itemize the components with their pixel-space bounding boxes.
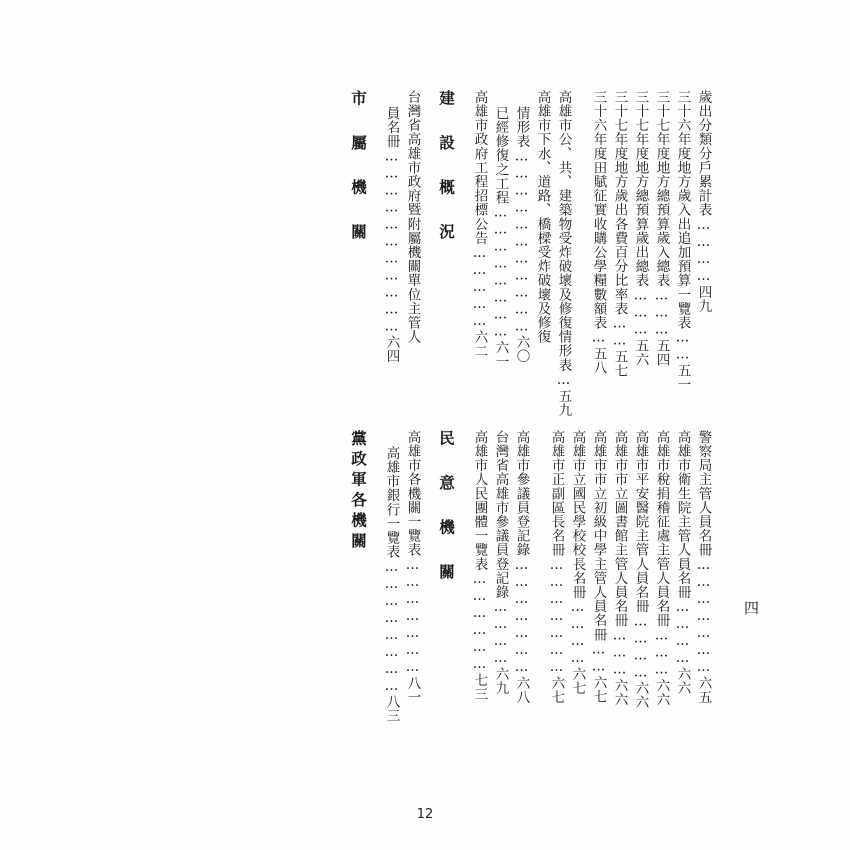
toc-entry[interactable]: 高雄市公、共、建築物受炸破壞及修復情形表…五九 [555,90,572,417]
toc-entry[interactable]: 高雄市立國民學校校長名冊…………六七 [569,430,586,696]
section-heading-party-gov-army: 黨政軍各機關 [349,430,368,553]
toc-entry[interactable]: 高雄市市立圖書館主管人員名冊………六六 [611,430,628,707]
toc-entry[interactable]: 警察局主管人員名冊…………………六五 [695,430,712,704]
toc-entry[interactable]: 高雄市人民團體一覽表………………七三 [471,430,488,701]
section-heading-public-opinion: 民 意 機 關 [437,430,456,584]
toc-entry[interactable]: 台灣省高雄市政府暨附屬機關單位主管人 [404,90,421,344]
toc-entry[interactable]: 員名冊……………………………六四 [383,106,400,364]
page-folio-number: 12 [416,807,434,822]
toc-entry[interactable]: 高雄市政府工程招標公告……………六二 [471,90,488,359]
toc-entry[interactable]: 三十六年度地方歲入出追加預算一覽表……五一 [674,90,691,392]
toc-entry[interactable]: 台灣省高雄市參議員登記錄…………六九 [492,430,509,696]
toc-section-construction [433,90,570,417]
section-heading-construction: 建 設 概 況 [437,90,456,244]
section-heading-city-agencies: 市 屬 機 關 [349,90,368,244]
toc-entry[interactable]: 高雄市正副區長名冊…………………六七 [548,430,565,704]
toc-section-public-opinion [433,430,528,704]
toc-entry[interactable]: 高雄市市立初級中學主管人員名冊……六七 [590,430,607,704]
toc-entry[interactable]: 高雄市各機關一覽表…………………八一 [404,430,421,704]
toc-entry[interactable]: 已經修復之工程……………………六一 [492,106,509,369]
toc-entry[interactable]: 高雄市稅捐稽征處主管人員名冊………六六 [653,430,670,707]
toc-entry[interactable]: 情形表……………………………六〇 [513,106,530,364]
toc-group-institutions [542,430,710,709]
toc-entry[interactable]: 高雄市平安醫院主管人員名冊…………六六 [632,430,649,710]
toc-entry[interactable]: 三十六年度田賦征實收購公學糧數額表…五八 [590,90,607,375]
toc-entry[interactable]: 三十七年度地方歲出各費百分比率表……五七 [611,90,628,378]
toc-section-party-gov-army [345,430,419,723]
toc-entry[interactable]: 高雄市銀行一覽表……………………八三 [383,446,400,723]
toc-group-finance [584,90,710,392]
toc-section-city-agencies [345,90,419,363]
toc-entry[interactable]: 高雄市參議員登記錄…………………六八 [513,430,530,704]
page-side-marker: 四 [742,600,760,617]
toc-entry[interactable]: 歲出分類分戶累計表…………四九 [695,90,712,313]
toc-entry[interactable]: 高雄市衛生院主管人員名冊…………六六 [674,430,691,696]
toc-entry[interactable]: 三十七年度地方總預算歲入總表………五四 [653,90,670,367]
toc-entry[interactable]: 三十七年度地方總預算歲出總表………五六 [632,90,649,367]
table-of-contents-lower [150,430,710,850]
toc-entry[interactable]: 高雄市下水、道路、橋樑受炸破壞及修復 [534,90,551,344]
